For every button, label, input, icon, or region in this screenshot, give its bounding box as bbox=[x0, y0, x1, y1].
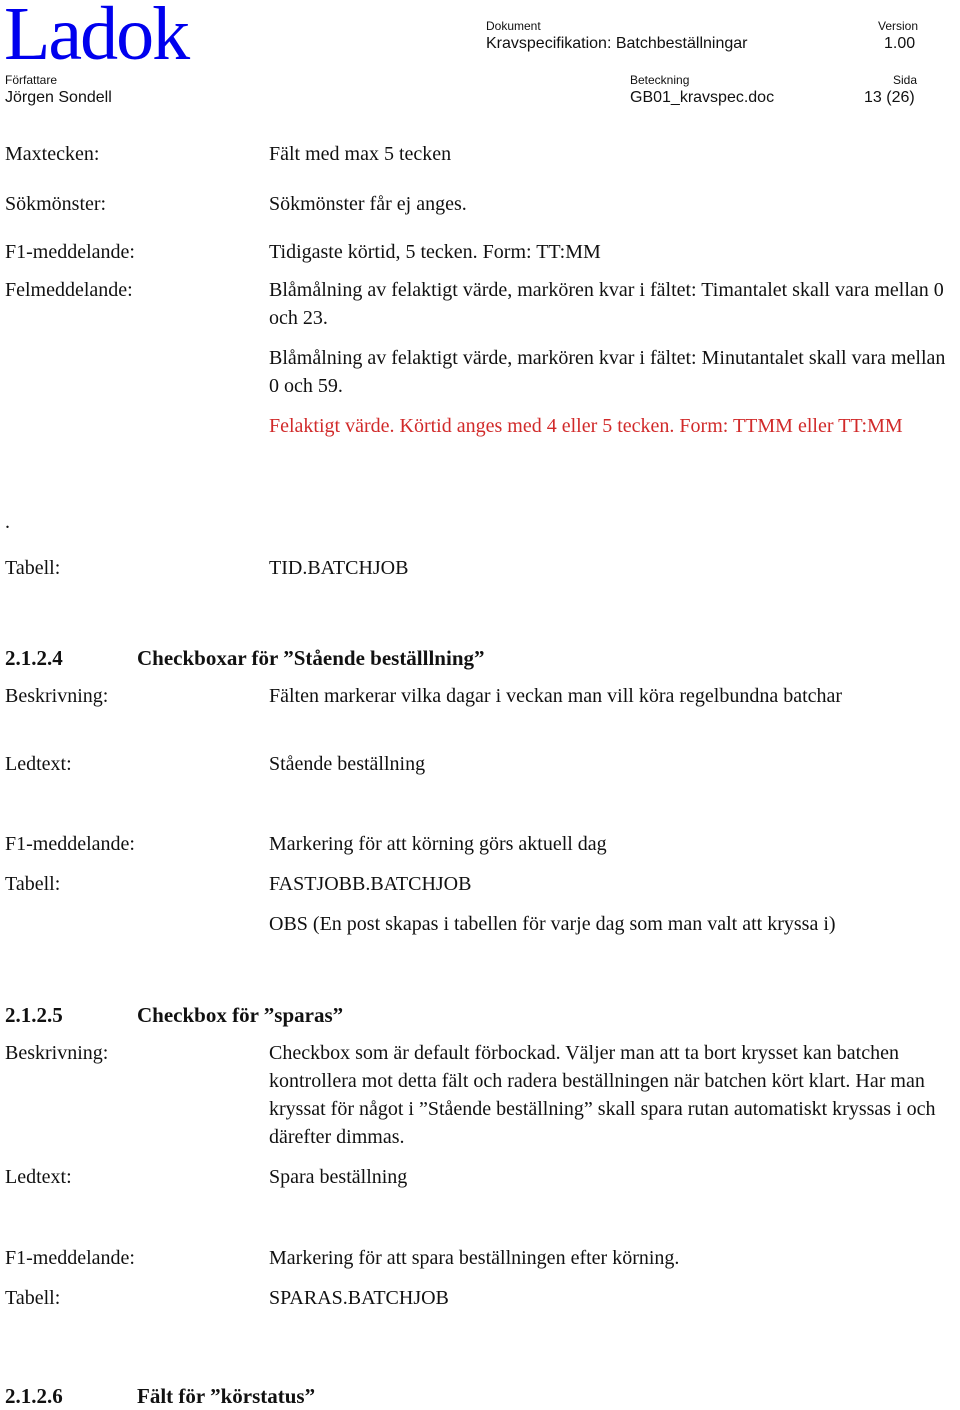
section-2124-tabell-label: Tabell: bbox=[5, 873, 61, 895]
section-2125-number: 2.1.2.5 bbox=[5, 1003, 63, 1027]
tabell-value: TID.BATCHJOB bbox=[269, 557, 409, 579]
page-value: 13 (26) bbox=[864, 89, 915, 106]
felmeddelande-label: Felmeddelande: bbox=[5, 279, 133, 301]
section-2124-tabell-value: FASTJOBB.BATCHJOB bbox=[269, 873, 472, 895]
section-2124-ledtext-value: Stående beställning bbox=[269, 753, 426, 775]
section-2125-f1-label: F1-meddelande: bbox=[5, 1247, 135, 1269]
sokmonster-label: Sökmönster: bbox=[5, 193, 107, 215]
section-2126-number: 2.1.2.6 bbox=[5, 1384, 63, 1408]
section-2125-f1-value: Markering för att spara beställningen efter körning. bbox=[269, 1247, 680, 1269]
section-2124-obs: OBS (En post skapas i tabellen för varje dag som man valt att kryssa i) bbox=[269, 913, 836, 935]
felmeddelande-value-1: Blåmålning av felaktigt värde, markören kvar i fältet: Timantalet skall vara mellan 0 och 23. bbox=[269, 279, 944, 329]
version-label: Version bbox=[878, 19, 919, 33]
ref-label: Beteckning bbox=[630, 73, 690, 87]
version-value: 1.00 bbox=[884, 35, 916, 52]
section-2125-beskrivning-label: Beskrivning: bbox=[5, 1042, 109, 1064]
section-2125-tabell-label: Tabell: bbox=[5, 1287, 61, 1309]
ladok-logo: Ladok bbox=[4, 0, 189, 76]
sokmonster-value: Sökmönster får ej anges. bbox=[269, 193, 467, 215]
section-2125-beskrivning-value: Checkbox som är default förbockad. Väljer man att ta bort krysset kan batchen kontrollera mot detta fält och radera beställningen när batchen kört klart. Har man kryssat för något i ”Stående beställning” skall spara rutan automatiskt kryssas i och därefter dimmas. bbox=[269, 1042, 936, 1148]
section-2124-ledtext-label: Ledtext: bbox=[5, 753, 72, 775]
felmeddelande-value-2: Blåmålning av felaktigt värde, markören kvar i fältet: Minutantalet skall vara mellan 0 och 59. bbox=[269, 347, 946, 397]
author-label: Författare bbox=[5, 73, 58, 87]
doc-label: Dokument bbox=[486, 19, 541, 33]
tabell-label: Tabell: bbox=[5, 557, 61, 579]
section-2124-f1-label: F1-meddelande: bbox=[5, 833, 135, 855]
section-2125-ledtext-label: Ledtext: bbox=[5, 1166, 72, 1188]
section-2124-f1-value: Markering för att körning görs aktuell dag bbox=[269, 833, 607, 855]
maxtecken-value: Fält med max 5 tecken bbox=[269, 143, 452, 165]
section-2125-ledtext-value: Spara beställning bbox=[269, 1166, 408, 1188]
felmeddelande-value-3: Felaktigt värde. Körtid anges med 4 eller 5 tecken. Form: TTMM eller TT:MM bbox=[269, 415, 903, 437]
page-label: Sida bbox=[893, 73, 918, 87]
section-2124-number: 2.1.2.4 bbox=[5, 646, 63, 670]
section-2124-beskrivning-label: Beskrivning: bbox=[5, 685, 109, 707]
section-2125-tabell-value: SPARAS.BATCHJOB bbox=[269, 1287, 449, 1309]
section-2124-title: Checkboxar för ”Stående beställlning” bbox=[137, 646, 485, 670]
section-2124-beskrivning-value: Fälten markerar vilka dagar i veckan man vill köra regelbundna batchar bbox=[269, 685, 843, 707]
dot-marker: . bbox=[5, 511, 10, 533]
f1-value: Tidigaste körtid, 5 tecken. Form: TT:MM bbox=[269, 241, 601, 263]
ref-value: GB01_kravspec.doc bbox=[630, 89, 775, 106]
doc-value: Kravspecifikation: Batchbeställningar bbox=[486, 35, 748, 52]
f1-label: F1-meddelande: bbox=[5, 241, 135, 263]
section-2126-title: Fält för ”körstatus” bbox=[137, 1384, 316, 1408]
author-value: Jörgen Sondell bbox=[5, 89, 112, 106]
maxtecken-label: Maxtecken: bbox=[5, 143, 100, 165]
section-2125-title: Checkbox för ”sparas” bbox=[137, 1003, 344, 1027]
